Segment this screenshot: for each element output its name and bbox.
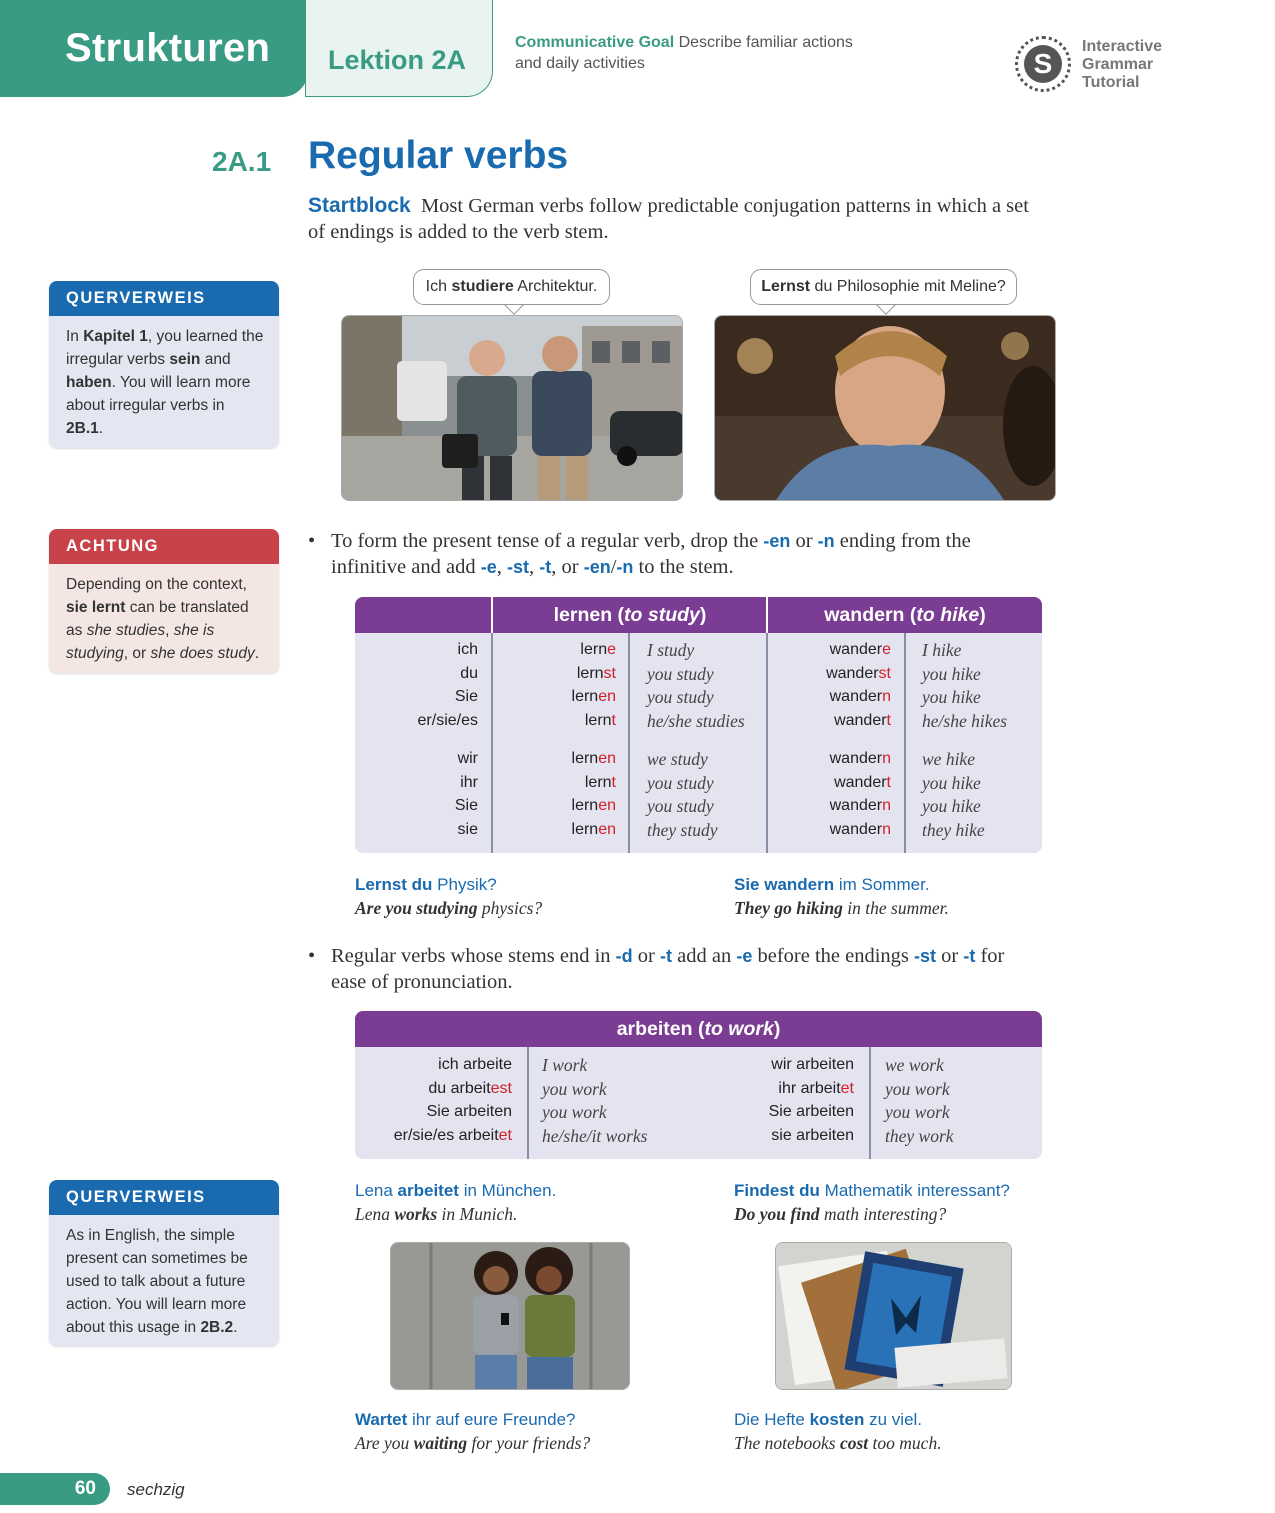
section-title: Regular verbs (308, 134, 569, 177)
tutorial-icon[interactable]: S (1024, 45, 1062, 83)
table-header (355, 597, 1042, 633)
tutorial-link[interactable]: Interactive Grammar Tutorial (1082, 38, 1163, 91)
bullet-point-2: • Regular verbs whose stems end in -d or -t add an -e before the endings -st or -t for ease of pronunciation. (308, 945, 1005, 993)
table-form-lernen: lernt (584, 774, 616, 791)
example-wandern-de: Sie wandern im Sommer. (734, 875, 930, 894)
header-wandern: wandern (to hike) (824, 604, 986, 626)
example-wandern-en: They go hiking in the summer. (734, 898, 949, 918)
example-lernst-en: Are you studying physics? (355, 898, 543, 918)
example-arbeitet-de: Lena arbeitet in München. (355, 1181, 557, 1200)
table-gloss-wandern: you hike (922, 687, 981, 707)
table-form-lernen: lernen (571, 688, 616, 705)
achtung-box (49, 529, 279, 673)
table-gloss-wandern: you hike (922, 796, 981, 816)
table-form-lernen: lernt (584, 712, 616, 729)
photo-notebooks (775, 1242, 1012, 1390)
achtung-title: ACHTUNG (49, 529, 279, 564)
table-gloss-wandern: they hike (922, 820, 985, 840)
arbeiten-gloss: I work (542, 1055, 588, 1075)
example-arbeitet-en: Lena works in Munich. (355, 1204, 518, 1224)
table-gloss-lernen: you study (647, 687, 714, 707)
table-form-lernen: lernen (571, 821, 616, 838)
intro-paragraph: Startblock Most German verbs follow predictable conjugation patterns in which a set of endings is added to the verb stem. (308, 194, 1029, 243)
example-kosten-en: The notebooks cost too much. (734, 1433, 942, 1453)
example-wartet-de: Wartet ihr auf eure Freunde? (355, 1410, 576, 1429)
example-lernst-de: Lernst du Physik? (355, 875, 497, 894)
table-form-lernen: lernen (571, 750, 616, 767)
arbeiten-gloss: you work (542, 1079, 607, 1099)
table-gloss-lernen: you study (647, 773, 714, 793)
table-header-arbeiten: arbeiten (to work) (355, 1011, 1042, 1047)
arbeiten-gloss: we work (885, 1055, 944, 1075)
bullet-dot: • (308, 530, 316, 552)
table-form-wandern: wandern (829, 797, 891, 814)
conjugation-table-lernen-wandern (355, 597, 1042, 853)
arbeiten-form: Sie arbeiten (768, 1103, 854, 1120)
achtung-text: Depending on the context, sie lernt can be translated as she studies, she is studying, or she does study. (66, 576, 260, 662)
table-form-lernen: lernst (576, 665, 616, 682)
notebooks-image (776, 1243, 1012, 1390)
lesson-tab[interactable]: Lektion 2A (305, 0, 493, 97)
speech-bubble-left: Ich studiere Architektur. (413, 269, 610, 305)
table-gloss-wandern: you hike (922, 664, 981, 684)
table-gloss-wandern: he/she hikes (922, 711, 1008, 731)
arbeiten-form: ihr arbeitet (778, 1080, 854, 1097)
arbeiten-gloss: you work (885, 1079, 950, 1099)
table-form-wandern: wandere (829, 641, 891, 658)
page-number-word: sechzig (127, 1480, 185, 1499)
querverweis-text: As in English, the simple present can sometimes be used to talk about a future action. You will learn more about this usage in 2B.2. (66, 1227, 248, 1336)
table-pronoun: du (460, 665, 478, 682)
example-kosten-de: Die Hefte kosten zu viel. (734, 1410, 923, 1429)
table-gloss-wandern: I hike (922, 640, 962, 660)
table-pronoun: ich (457, 641, 478, 658)
section-number: 2A.1 (212, 146, 272, 177)
photo-two-men-street (341, 315, 683, 501)
table-gloss-wandern: you hike (922, 773, 981, 793)
table-gloss-lernen: I study (647, 640, 695, 660)
table-pronoun: Sie (454, 688, 478, 705)
page-number: 60 (0, 1473, 110, 1505)
table-form-wandern: wandern (829, 750, 891, 767)
table-form-wandern: wandert (834, 712, 891, 729)
table-pronoun: sie (457, 821, 478, 838)
arbeiten-form: du arbeitest (428, 1080, 512, 1097)
table-form-lernen: lerne (580, 641, 616, 658)
arbeiten-gloss: you work (885, 1102, 950, 1122)
querverweis-box-2 (49, 1180, 279, 1346)
table-form-wandern: wandert (834, 774, 891, 791)
street-scene-image (342, 316, 683, 501)
querverweis-box-1 (49, 281, 279, 448)
table-gloss-lernen: we study (647, 749, 708, 769)
table-pronoun: Sie (454, 797, 478, 814)
table-form-wandern: wandern (829, 688, 891, 705)
arbeiten-gloss: you work (542, 1102, 607, 1122)
table-gloss-lernen: you study (647, 796, 714, 816)
table-gloss-lernen: they study (647, 820, 718, 840)
table-pronoun: ihr (460, 774, 478, 791)
querverweis-title: QUERVERWEIS (49, 281, 279, 316)
conjugation-table-arbeiten (355, 1011, 1042, 1159)
table-form-wandern: wanderst (826, 665, 891, 682)
photo-man-cafe (714, 315, 1056, 501)
table-form-lernen: lernen (571, 797, 616, 814)
photo-women-phones (390, 1242, 630, 1390)
arbeiten-form: Sie arbeiten (426, 1103, 512, 1120)
querverweis-title: QUERVERWEIS (49, 1180, 279, 1215)
arbeiten-form: er/sie/es arbeitet (393, 1127, 512, 1144)
table-gloss-wandern: we hike (922, 749, 975, 769)
arbeiten-gloss: they work (885, 1126, 954, 1146)
example-findest-en: Do you find math interesting? (734, 1204, 947, 1224)
table-gloss-lernen: he/she studies (647, 711, 745, 731)
chapter-tab[interactable]: Strukturen (0, 0, 308, 97)
speech-bubble-right: Lernst du Philosophie mit Meline? (750, 269, 1017, 305)
table-pronoun: er/sie/es (417, 712, 478, 729)
table-gloss-lernen: you study (647, 664, 714, 684)
bullet-dot: • (308, 945, 316, 967)
arbeiten-gloss: he/she/it works (542, 1126, 648, 1146)
example-wartet-en: Are you waiting for your friends? (355, 1433, 591, 1453)
table-pronoun: wir (457, 750, 478, 767)
cafe-scene-image (715, 316, 1056, 501)
bullet-point-1: • To form the present tense of a regular verb, drop the -en or -n ending from the infinitive and add -e, -st, -t, or -en/-n to the stem. (308, 530, 971, 578)
communicative-goal: Communicative Goal Describe familiar actions and daily activities (515, 34, 853, 72)
header-lernen: lernen (to study) (553, 604, 707, 626)
arbeiten-form: ich arbeite (438, 1056, 512, 1073)
arbeiten-form: wir arbeiten (771, 1056, 854, 1073)
women-phones-image (391, 1243, 630, 1390)
example-findest-de: Findest du Mathematik interessant? (734, 1181, 1010, 1200)
querverweis-text: In Kapitel 1, you learned the irregular verbs sein and haben. You will learn more about irregular verbs in 2B.1. (66, 328, 264, 437)
table-form-wandern: wandern (829, 821, 891, 838)
arbeiten-form: sie arbeiten (771, 1127, 854, 1144)
